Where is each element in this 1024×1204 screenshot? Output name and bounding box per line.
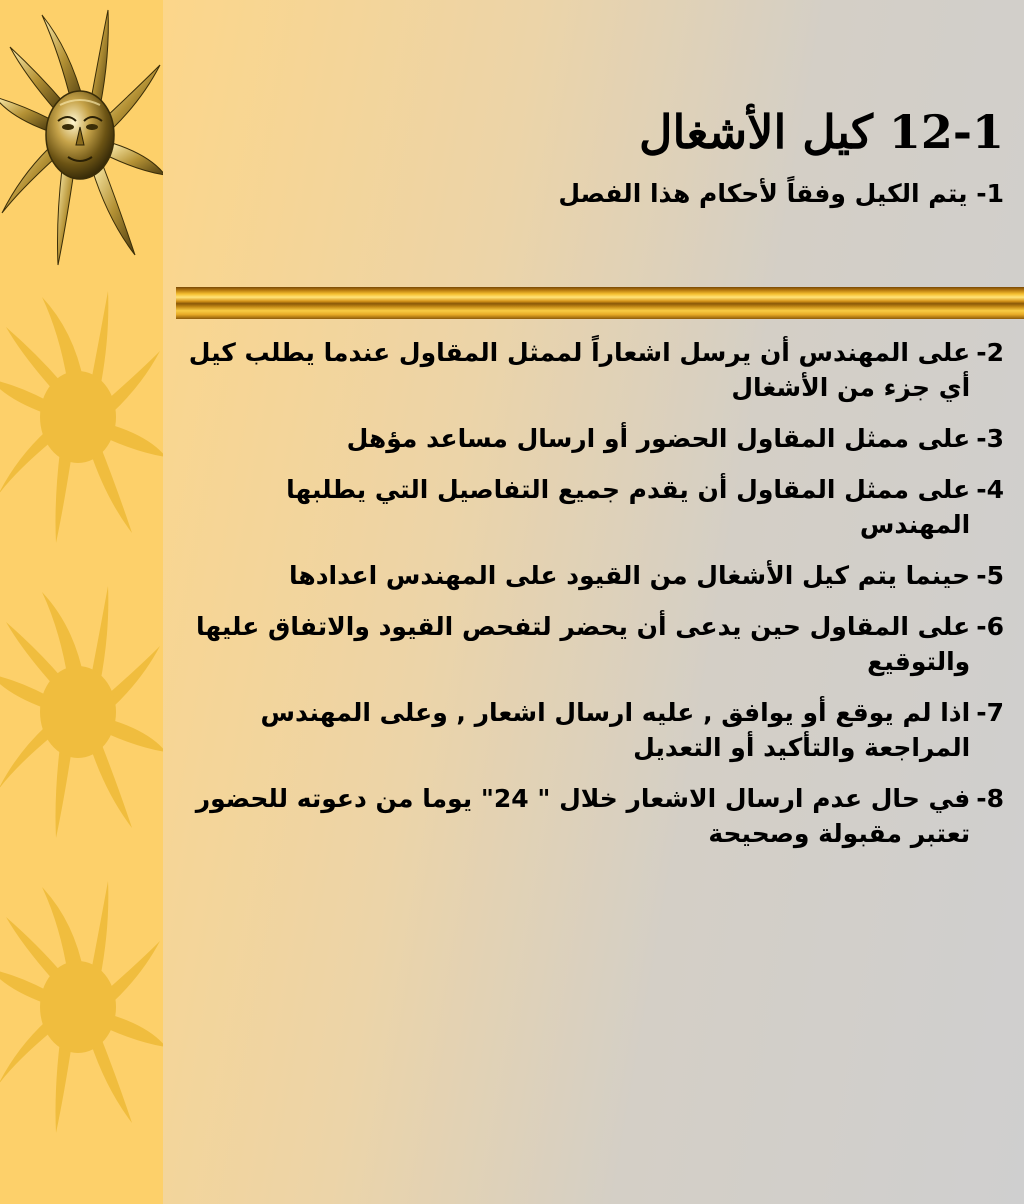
decorative-sidebar [0, 0, 163, 1204]
sun-icon [0, 875, 163, 1145]
item-text: على ممثل المقاول الحضور أو ارسال مساعد مؤهل [346, 424, 971, 453]
list-item [174, 335, 1004, 405]
list-item [174, 781, 1004, 851]
list-item [174, 695, 1004, 765]
item-number: 8- [976, 784, 1004, 813]
sun-icon [0, 285, 163, 555]
intro-line: 1- يتم الكيل وفقاً لأحكام هذا الفصل [558, 179, 1004, 208]
item-number: 5- [976, 561, 1004, 590]
item-text: على ممثل المقاول أن يقدم جميع التفاصيل التي يطلبها المهندس [286, 475, 971, 539]
list-item [174, 421, 1004, 456]
list-item [174, 472, 1004, 542]
slide-title: 12-1 كيل الأشغال [639, 105, 1004, 159]
list-item [174, 609, 1004, 679]
slide-header [174, 96, 1004, 214]
clause-list [174, 335, 1004, 867]
item-text: على المقاول حين يدعى أن يحضر لتفحص القيود والاتفاق عليها والتوقيع [195, 612, 971, 676]
item-number: 3- [976, 424, 1004, 453]
item-number: 6- [976, 612, 1004, 641]
item-text: حينما يتم كيل الأشغال من القيود على المهندس اعدادها [289, 561, 971, 590]
metal-sun-face-icon [0, 0, 163, 270]
item-number: 2- [976, 338, 1004, 367]
gold-divider-bar [176, 287, 1024, 319]
list-item [174, 558, 1004, 593]
sun-icon [0, 580, 163, 850]
item-number: 7- [976, 698, 1004, 727]
item-text: على المهندس أن يرسل اشعاراً لممثل المقاول عندما يطلب كيل أي جزء من الأشغال [188, 338, 971, 402]
item-text: في حال عدم ارسال الاشعار خلال " 24" يوما من دعوته للحضور تعتبر مقبولة وصحيحة [195, 784, 971, 848]
item-number: 4- [976, 475, 1004, 504]
item-text: اذا لم يوقع أو يوافق , عليه ارسال اشعار , وعلى المهندس المراجعة والتأكيد أو التعديل [260, 698, 971, 762]
